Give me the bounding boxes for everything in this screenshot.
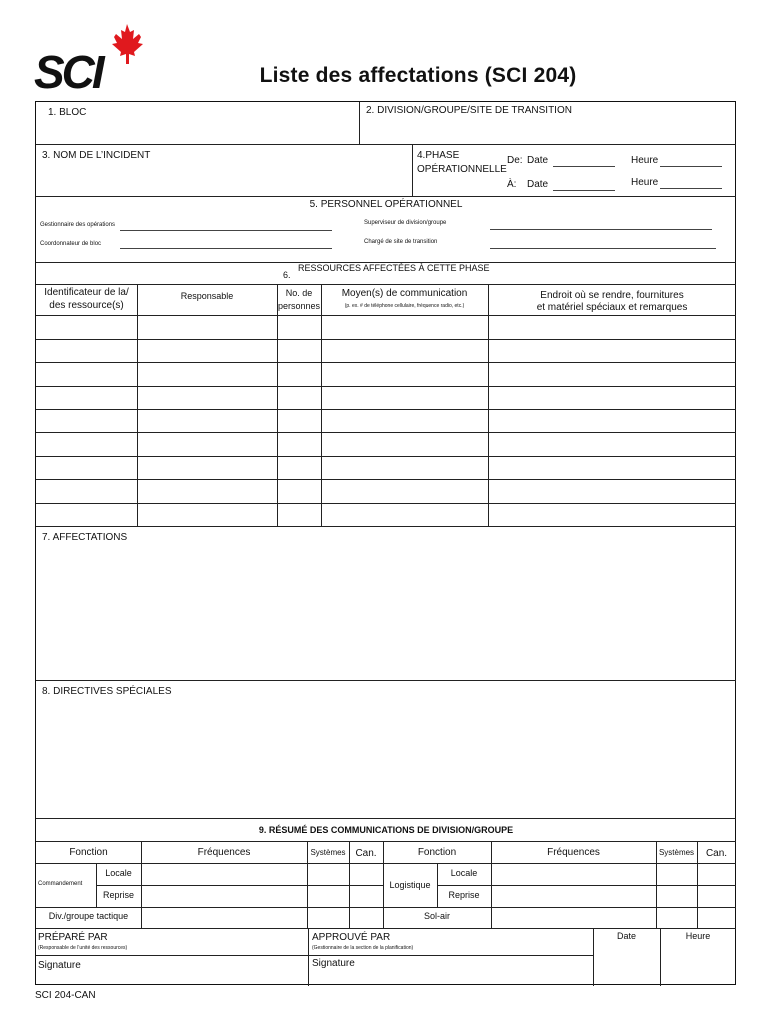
special-directives-area[interactable]: [40, 702, 732, 814]
col-id-header-1: Identificateur de la/: [44, 287, 129, 298]
table-row[interactable]: [36, 339, 736, 362]
phase-from-date-field[interactable]: [553, 166, 615, 167]
table-row[interactable]: [36, 386, 736, 409]
division-supervisor-label: Superviseur de division/groupe: [364, 220, 447, 226]
form-frame: [35, 101, 736, 985]
site-manager-field[interactable]: [490, 248, 716, 249]
comm-freq-header-right: Fréquences: [547, 847, 600, 858]
approved-by-sub: (Gestionnaire de la section de la planification): [312, 945, 414, 951]
comm-freq-header-left: Fréquences: [197, 847, 251, 858]
comm-fonction-header-left: Fonction: [69, 847, 108, 858]
bloc-label: 1. BLOC: [48, 107, 87, 118]
table-row[interactable]: [36, 503, 736, 526]
phase-from-hour-field[interactable]: [660, 166, 722, 167]
comm-can-header-left: Can.: [355, 848, 377, 859]
assignments-area[interactable]: [40, 548, 732, 676]
personnel-title: 5. PERSONNEL OPÉRATIONNEL: [309, 199, 463, 210]
comm-systems-header-left: Systèmes: [310, 848, 346, 857]
resources-number: 6.: [283, 270, 291, 280]
resources-title: RESSOURCES AFFECTÉES À CETTE PHASE: [298, 263, 490, 273]
comm-fonction-header-right: Fonction: [417, 847, 457, 858]
page-title: Liste des affectations (SCI 204): [259, 64, 577, 87]
phase-from-label: De:: [507, 155, 523, 166]
approved-signature-label: Signature: [312, 958, 355, 969]
table-row[interactable]: [36, 409, 736, 432]
col-loc-header-1: Endroit où se rendre, fournitures: [540, 290, 684, 301]
approved-by-label: APPROUVÉ PAR: [312, 932, 391, 943]
prepared-by-label: PRÉPARÉ PAR: [38, 932, 108, 943]
table-row[interactable]: [36, 362, 736, 386]
maple-leaf-icon: [112, 24, 143, 64]
comm-sol-air-label: Sol-air: [423, 911, 450, 921]
phase-to-hour-field[interactable]: [660, 188, 722, 189]
comm-commandement-label: Commandement: [38, 881, 83, 887]
col-id-header-2: des ressource(s): [49, 300, 124, 311]
phase-from-hour-label: Heure: [631, 155, 659, 166]
prepared-signature-label: Signature: [38, 960, 81, 971]
col-num-header-1: No. de: [285, 288, 313, 298]
ops-manager-field[interactable]: [120, 230, 332, 231]
comm-locale-right: Locale: [450, 868, 478, 878]
incident-name-label: 3. NOM DE L’INCIDENT: [42, 150, 151, 161]
comm-reprise-right: Reprise: [448, 890, 480, 900]
site-manager-label: Chargé de site de transition: [364, 239, 438, 245]
phase-to-date-field[interactable]: [553, 190, 615, 191]
ops-manager-label: Gestionnaire des opérations: [40, 222, 116, 228]
block-coordinator-field[interactable]: [120, 248, 332, 249]
phase-to-label: À:: [507, 179, 517, 190]
assignments-label: 7. AFFECTATIONS: [42, 532, 128, 543]
comm-locale-left: Locale: [105, 868, 132, 878]
col-resp-header: Responsable: [180, 291, 234, 301]
division-supervisor-field[interactable]: [490, 229, 712, 230]
col-comm-header-1: Moyen(s) de communication: [341, 288, 468, 299]
comm-can-header-right: Can.: [705, 848, 728, 859]
block-coordinator-label: Coordonnateur de bloc: [40, 241, 102, 247]
phase-to-hour-label: Heure: [631, 177, 659, 188]
signoff-hour-label: Heure: [685, 931, 711, 941]
comm-div-groupe-label: Div./groupe tactique: [48, 911, 129, 921]
form-code: SCI 204-CAN: [35, 990, 96, 1001]
table-row[interactable]: [36, 315, 736, 339]
special-directives-label: 8. DIRECTIVES SPÉCIALES: [42, 686, 172, 697]
prepared-by-sub: (Responsable de l’unité des ressources): [38, 945, 128, 951]
table-row[interactable]: [36, 479, 736, 503]
signoff-date-label: Date: [616, 931, 636, 941]
col-comm-header-2: (p. ex. # de téléphone cellulaire, fréquence radio, etc.): [344, 303, 465, 309]
col-num-header-2: personnes: [277, 301, 321, 311]
comm-logistique-label: Logistique: [389, 880, 431, 890]
phase-from-date-label: Date: [527, 155, 549, 166]
comm-systems-header-right: Systèmes: [658, 848, 695, 857]
sci-logo-text: SCI: [34, 46, 102, 94]
phase-label-1: 4.PHASE: [417, 150, 460, 161]
table-row[interactable]: [36, 432, 736, 456]
col-loc-header-2: et matériel spéciaux et remarques: [536, 302, 688, 313]
comm-summary-title: 9. RÉSUMÉ DES COMMUNICATIONS DE DIVISION/GROUPE: [258, 825, 514, 835]
phase-label-2: OPÉRATIONNELLE: [417, 164, 507, 175]
table-row[interactable]: [36, 456, 736, 479]
phase-to-date-label: Date: [527, 179, 549, 190]
comm-reprise-left: Reprise: [102, 890, 134, 900]
division-label: 2. DIVISION/GROUPE/SITE DE TRANSITION: [366, 105, 572, 116]
